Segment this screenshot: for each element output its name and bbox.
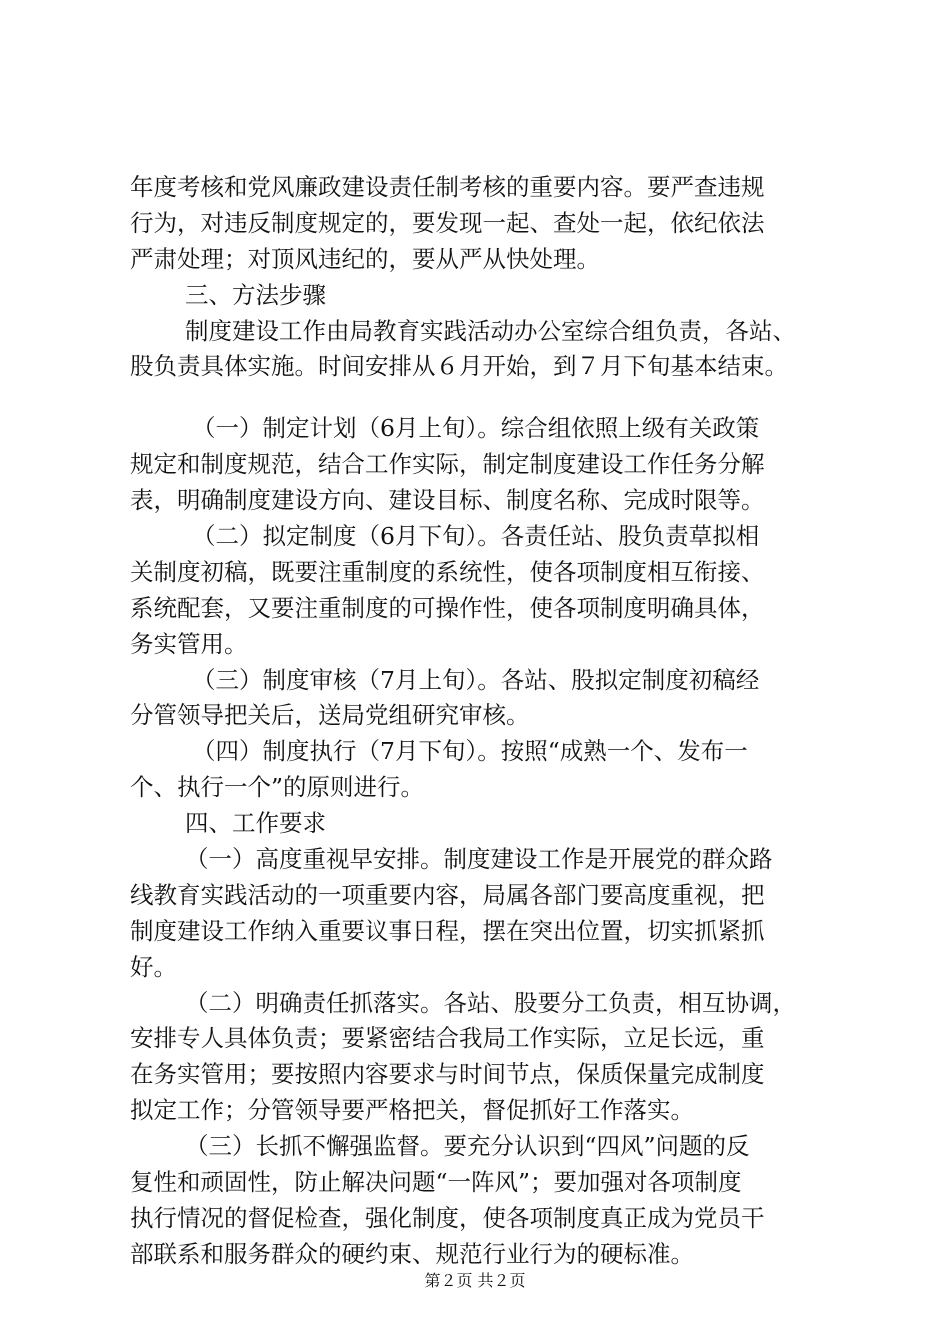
text-line: 拟定工作；分管领导要严格把关，督促抓好工作落实。 xyxy=(130,1096,694,1125)
text-line: 复性和顽固性，防止解决问题“一阵风”；要加强对各项制度 xyxy=(130,1168,742,1197)
text-line: （四）制度执行（7月下旬）。按照“成熟一个、发布一 xyxy=(192,737,748,766)
text-line: （三）长抓不懈强监督。要充分认识到“四风”问题的反 xyxy=(185,1132,750,1161)
text-line: 制度建设工作由局教育实践活动办公室综合组负责，各站、 xyxy=(185,316,796,345)
text-line: 行为，对违反制度规定的，要发现一起、查处一起，依纪依法 xyxy=(130,208,765,237)
text-line: 好。 xyxy=(130,952,177,981)
document-body xyxy=(130,170,830,1273)
section-heading: 四、工作要求 xyxy=(185,809,326,838)
text-line: （二）明确责任抓落实。各站、股要分工负责，相互协调， xyxy=(185,988,796,1017)
section-heading: 三、方法步骤 xyxy=(185,280,326,309)
text-line: （一）制定计划（6月上旬）。综合组依照上级有关政策 xyxy=(192,414,760,443)
text-line: （三）制度审核（7月上旬）。各站、股拟定制度初稿经 xyxy=(192,665,760,694)
text-line: 个、执行一个”的原则进行。 xyxy=(130,773,425,802)
text-line: （二）拟定制度（6月下旬）。各责任站、股负责草拟相 xyxy=(192,522,760,551)
text-line: 严肃处理；对顶风违纪的，要从严从快处理。 xyxy=(130,244,600,273)
text-line: （一）高度重视早安排。制度建设工作是开展党的群众路 xyxy=(185,845,773,874)
text-line: 部联系和服务群众的硬约束、规范行业行为的硬标准。 xyxy=(130,1239,694,1268)
text-line: 执行情况的督促检查，强化制度，使各项制度真正成为党员干 xyxy=(130,1203,765,1232)
text-line: 制度建设工作纳入重要议事日程，摆在突出位置，切实抓紧抓 xyxy=(130,916,765,945)
text-line: 在务实管用；要按照内容要求与时间节点，保质保量完成制度 xyxy=(130,1060,765,1089)
text-line: 表，明确制度建设方向、建设目标、制度名称、完成时限等。 xyxy=(130,486,765,515)
text-line: 系统配套，又要注重制度的可操作性，使各项制度明确具体， xyxy=(130,593,765,622)
paragraph-gap xyxy=(130,385,830,411)
text-line: 关制度初稿，既要注重制度的系统性，使各项制度相互衔接、 xyxy=(130,557,765,586)
text-line: 安排专人具体负责；要紧密结合我局工作实际，立足长远，重 xyxy=(130,1024,765,1053)
text-line: 分管领导把关后，送局党组研究审核。 xyxy=(130,701,530,730)
page-number-footer: 第２页 共２页 xyxy=(424,1271,526,1290)
text-line: 股负责具体实施。时间安排从６月开始，到７月下旬基本结束。 xyxy=(130,352,788,381)
text-line: 规定和制度规范，结合工作实际，制定制度建设工作任务分解 xyxy=(130,450,765,479)
text-line: 务实管用。 xyxy=(130,629,248,658)
text-line: 年度考核和党风廉政建设责任制考核的重要内容。要严查违规 xyxy=(130,173,765,201)
text-line: 线教育实践活动的一项重要内容，局属各部门要高度重视，把 xyxy=(130,880,765,909)
